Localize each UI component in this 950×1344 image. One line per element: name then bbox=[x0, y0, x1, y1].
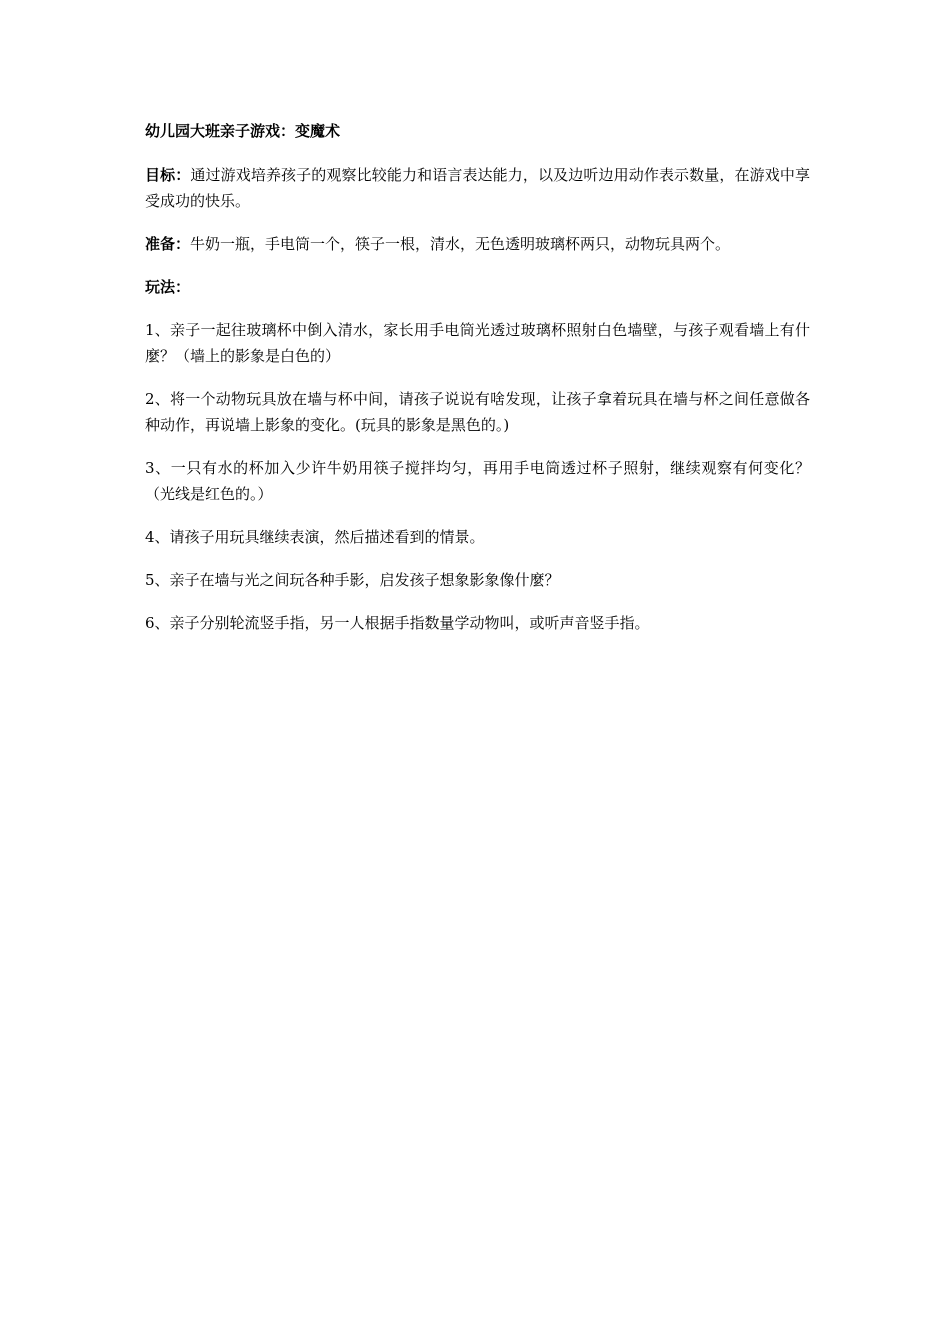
goal-paragraph bbox=[145, 162, 810, 214]
step-item-5: 5、亲子在墙与光之间玩各种手影，启发孩子想象影象像什麼？ bbox=[145, 571, 560, 589]
prep-paragraph bbox=[145, 231, 810, 257]
goal-text: 通过游戏培养孩子的观察比较能力和语言表达能力，以及边听边用动作表示数量，在游戏中享受成功的快乐。 bbox=[145, 166, 810, 210]
step-item-2: 2、将一个动物玩具放在墙与杯中间，请孩子说说有啥发现，让孩子拿着玩具在墙与杯之间任意做各种动作，再说墙上影象的变化。(玩具的影象是黑色的。) bbox=[145, 390, 810, 434]
step-item-1: 1、亲子一起往玻璃杯中倒入清水，家长用手电筒光透过玻璃杯照射白色墙壁，与孩子观看墙上有什麼？（墙上的影象是白色的） bbox=[145, 321, 810, 365]
prep-text: 牛奶一瓶，手电筒一个，筷子一根，清水，无色透明玻璃杯两只，动物玩具两个。 bbox=[190, 235, 731, 253]
document-body bbox=[145, 118, 810, 653]
step-item-3: 3、一只有水的杯加入少许牛奶用筷子搅拌均匀，再用手电筒透过杯子照射，继续观察有何变化？（光线是红色的。） bbox=[145, 459, 810, 503]
method-heading: 玩法： bbox=[145, 278, 191, 296]
goal-label: 目标： bbox=[145, 166, 191, 184]
step-item-6: 6、亲子分别轮流竖手指，另一人根据手指数量学动物叫，或听声音竖手指。 bbox=[145, 614, 650, 632]
document-title: 幼儿园大班亲子游戏：变魔术 bbox=[145, 122, 341, 140]
step-item-4: 4、请孩子用玩具继续表演，然后描述看到的情景。 bbox=[145, 528, 485, 546]
prep-label: 准备： bbox=[145, 235, 191, 253]
